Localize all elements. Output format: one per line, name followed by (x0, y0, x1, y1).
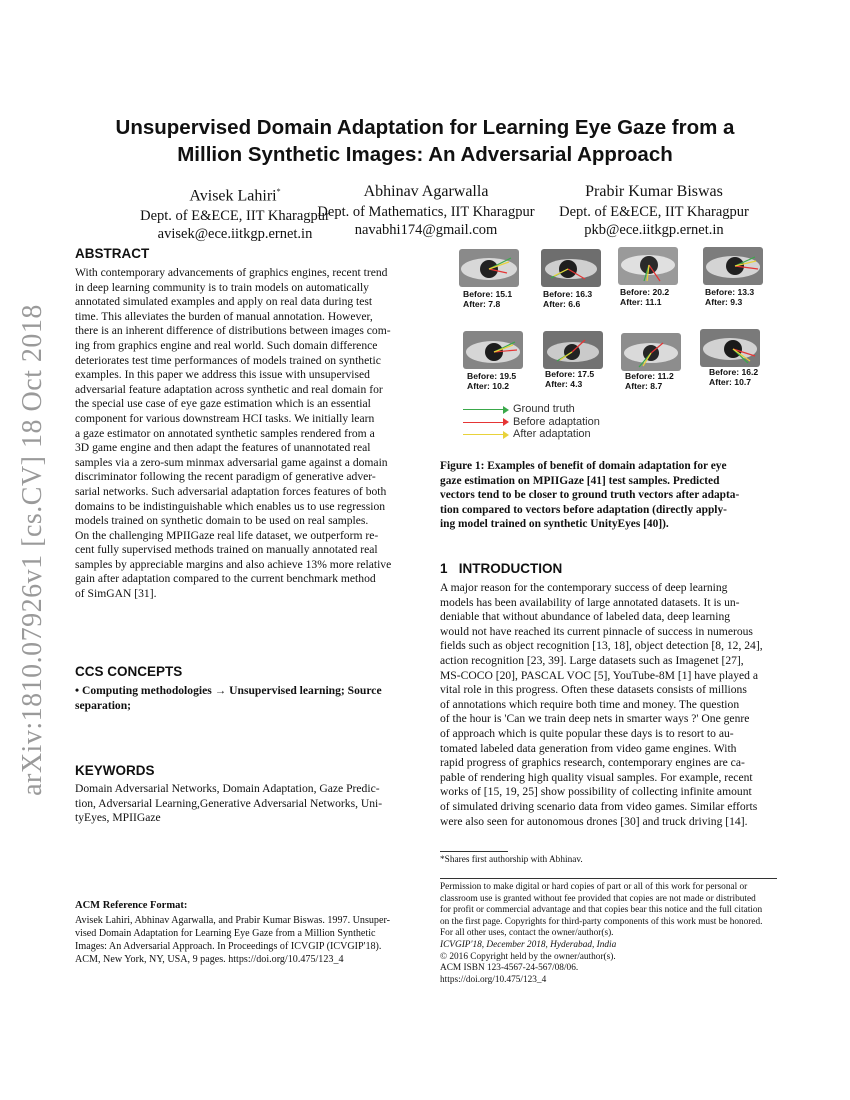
abstract-line: With contemporary advancements of graphics engines, recent trend (75, 266, 388, 279)
intro-line: MS-COCO [20], PASCAL VOC [5], YouTube-8M [1] have played a (440, 668, 758, 682)
figure-1 (455, 243, 785, 448)
intro-line: were also seen for autonomous drones [30] and truck driving [14]. (440, 814, 748, 828)
title-line-2: Million Synthetic Images: An Adversarial Approach (177, 143, 673, 166)
author-mark: * (276, 187, 281, 196)
before-value: Before: 13.3 (705, 287, 755, 297)
eye-sample-image (541, 249, 601, 287)
author-affiliation: Dept. of E&ECE, IIT Kharagpur (559, 204, 749, 220)
intro-line: models has been availability of large annotated datasets. It is un- (440, 595, 740, 609)
intro-heading (440, 561, 562, 576)
eye-sample-image (543, 331, 603, 369)
ccs-line: • Computing methodologies → Unsupervised learning; Source (75, 684, 382, 697)
abstract-line: domains to be indistinguishable which enables us to use regression (75, 499, 386, 513)
intro-line: deniable that without abundance of labeled data, deep learning (440, 610, 731, 624)
caption-line: Figure 1: Examples of benefit of domain adaptation for eye (440, 460, 727, 472)
eye-sample-image (621, 333, 681, 371)
abstract-line: 3D game engine and then adapt the features of unannotated real (75, 441, 371, 455)
before-value: Before: 11.2 (625, 371, 674, 381)
intro-line: fields such as object recognition [13, 18], object detection [8, 12, 24], (440, 639, 763, 653)
abstract-line: time. This alleviates the burden of manual annotation. However, (75, 309, 373, 323)
after-value: After: 4.3 (545, 379, 583, 389)
abstract-line: adversarial feature adaptation across synthetic and real domain for (75, 382, 383, 396)
intro-line: would not have reached its current pinnacle of success in numerous (440, 624, 753, 638)
intro-line: rapid progress of graphics research, contemporary engines are ca- (440, 756, 745, 770)
abstract-line: samples by appreciable margins and also achieve 13% more relative (75, 557, 392, 571)
sample-label (467, 371, 516, 391)
title-line-1: Unsupervised Domain Adaptation for Learning Eye Gaze from a (115, 116, 735, 139)
abstract-line: annotated simulated examples and apply on real data during test (75, 295, 373, 309)
abstract-line: examples. In this paper we address this issue with unsupervised (75, 368, 370, 382)
before-value: Before: 15.1 (463, 289, 513, 299)
ccs-heading: CCS CONCEPTS (75, 664, 183, 679)
permission-rule (440, 878, 777, 879)
author-name: Avisek Lahiri (189, 187, 277, 205)
legend-label: Before adaptation (513, 415, 600, 428)
intro-line: tomated labeled data generation from video game engines. With (440, 741, 737, 755)
permission-line: classroom use is granted without fee provided that copies are not made or distributed (440, 893, 756, 904)
caption-line: gaze estimation on MPIIGaze [41] test samples. Predicted (440, 474, 720, 487)
permission-line: for profit or commercial advantage and that copies bear this notice and the full citation (440, 905, 763, 916)
abstract-line: of SimGAN [31]. (75, 587, 157, 601)
author-affiliation: Dept. of Mathematics, IIT Kharagpur (317, 204, 535, 220)
acm-ref-line: Avisek Lahiri, Abhinav Agarwalla, and Prabir Kumar Biswas. 1997. Unsuper- (75, 915, 390, 926)
abstract-line: sarial networks. Such adversarial adaptation forces features of both (75, 484, 387, 498)
intro-line: action recognition [23, 39]. Large datasets such as Imagenet [27], (440, 653, 744, 667)
permission-line: For all other uses, contact the owner/author(s). (440, 928, 614, 939)
sample-label (545, 369, 594, 389)
abstract-line: deteriorates test time performances of models trained on synthetic (75, 353, 381, 367)
doi-line: https://doi.org/10.475/123_4 (440, 974, 547, 985)
legend-item (463, 428, 663, 441)
sample-label (620, 287, 669, 307)
author-name: Prabir Kumar Biswas (585, 183, 723, 200)
after-value: After: 6.6 (543, 299, 581, 309)
abstract-line: cent fully supervised methods trained on manually annotated real (75, 543, 378, 557)
eye-photo-4 (703, 247, 763, 285)
after-value: After: 8.7 (625, 381, 663, 391)
permission-line: on the first page. Copyrights for third-party components of this work must be honored. (440, 916, 763, 927)
eye-photo-1 (459, 249, 519, 287)
abstract-line: there is an inherent difference of distributions between images com- (75, 324, 391, 338)
author-email: navabhi174@gmail.com (354, 222, 498, 238)
footnote-rule (440, 851, 508, 852)
ccs-body (75, 684, 410, 713)
acm-ref-body (75, 914, 410, 966)
intro-line: of simulated driving scenario data from video games. Similar efforts (440, 799, 758, 813)
arxiv-stamp (8, 290, 58, 810)
after-value: After: 7.8 (463, 299, 501, 309)
isbn-line: ACM ISBN 123-4567-24-567/08/06. (440, 963, 579, 974)
eye-sample-image (459, 249, 519, 287)
abstract-line: in deep learning community is to train models on automatically (75, 280, 369, 294)
paper-title (60, 114, 790, 168)
sample-label (705, 287, 754, 307)
after-value: After: 10.7 (709, 377, 752, 387)
sample-label (543, 289, 592, 309)
intro-line: A major reason for the contemporary success of deep learning (440, 581, 728, 594)
sample-label (625, 371, 674, 391)
sample-label (709, 367, 758, 387)
intro-line: vital role in this progress. Often these datasets consists of millions (440, 683, 747, 697)
copyright-line: © 2016 Copyright held by the owner/author(s). (440, 951, 616, 962)
intro-line: of approach which is quite popular these days is to resort to au- (440, 726, 734, 740)
eye-sample-image (703, 247, 763, 285)
eye-photo-2 (541, 249, 601, 287)
sample-label (463, 289, 512, 309)
abstract-body (75, 266, 410, 602)
keywords-line: Domain Adversarial Networks, Domain Adaptation, Gaze Predic- (75, 782, 380, 795)
abstract-line: component for various downstream HCI tasks. We initially learn (75, 411, 375, 425)
keywords-line: tion, Adversarial Learning,Generative Adversarial Networks, Uni- (75, 796, 383, 810)
keywords-line: tyEyes, MPIIGaze (75, 811, 161, 825)
author-block-3 (524, 183, 784, 239)
keywords-heading: KEYWORDS (75, 763, 155, 778)
author-name: Abhinav Agarwalla (363, 183, 489, 200)
footnote: *Shares first authorship with Abhinav. (440, 855, 583, 865)
eye-photo-3 (618, 247, 678, 285)
acm-ref-line: Images: An Adversarial Approach. In Proceedings of ICVGIP (ICVGIP'18). (75, 941, 382, 952)
conference-line: ICVGIP'18, December 2018, Hyderabad, India (440, 939, 617, 950)
abstract-line: discriminator following the recent paradigm of generative adver- (75, 470, 376, 484)
figure-caption (440, 459, 777, 532)
caption-line: ing model trained on synthetic UnityEyes [40]). (440, 518, 669, 530)
ccs-line: separation; (75, 698, 132, 712)
figure-legend (463, 403, 663, 441)
acm-ref-heading: ACM Reference Format: (75, 900, 188, 911)
arxiv-id: arXiv:1810.07926v1 [cs.CV] 18 Oct 2018 (17, 304, 48, 796)
permission-line: Permission to make digital or hard copies of part or all of this work for personal or (440, 882, 748, 892)
before-value: Before: 16.2 (709, 367, 759, 377)
permission-block (440, 882, 785, 986)
legend-after-swatch (463, 434, 507, 435)
author-email: pkb@ece.iitkgp.ernet.in (584, 222, 724, 238)
before-value: Before: 17.5 (545, 369, 595, 379)
after-value: After: 9.3 (705, 297, 743, 307)
eye-sample-image (700, 329, 760, 367)
legend-label: After adaptation (513, 428, 591, 440)
eye-photo-5 (463, 331, 523, 369)
intro-line: of the hour is 'Can we train deep nets in smarter ways ?' One genre (440, 712, 750, 726)
eye-photo-7 (621, 333, 681, 371)
before-value: Before: 19.5 (467, 371, 517, 381)
intro-line: works of [15, 19, 25] show possibility of collecting infinite amount (440, 785, 752, 799)
abstract-line: the special use case of eye gaze estimation which is an essential (75, 397, 371, 411)
intro-line: of annotations which require both time and money. The question (440, 697, 740, 711)
abstract-line: samples via a zero-sum minmax adversarial game against a domain (75, 455, 388, 469)
author-email: avisek@ece.iitkgp.ernet.in (157, 226, 313, 243)
before-value: Before: 16.3 (543, 289, 593, 299)
abstract-line: On the challenging MPIIGaze real life dataset, we outperform re- (75, 528, 379, 542)
caption-line: tion compared to vectors before adaptation (directly apply- (440, 503, 727, 516)
abstract-heading: ABSTRACT (75, 246, 150, 261)
abstract-line: models trained on synthetic domain to be used on real samples. (75, 514, 369, 528)
legend-item (463, 416, 663, 429)
eye-sample-image (618, 247, 678, 285)
abstract-line: ing from graphics engine and real world. Such domain difference (75, 338, 378, 352)
eye-sample-image (463, 331, 523, 369)
legend-label: Ground truth (513, 403, 575, 415)
acm-ref-line: vised Domain Adaptation for Learning Eye Gaze from a Million Synthetic (75, 928, 376, 939)
author-block-2 (296, 183, 556, 239)
intro-section-title: INTRODUCTION (458, 561, 563, 576)
after-value: After: 10.2 (467, 381, 510, 391)
eye-photo-8 (700, 329, 760, 367)
legend-before-swatch (463, 422, 507, 423)
intro-body (440, 581, 777, 829)
after-value: After: 11.1 (620, 297, 662, 307)
author-affiliation: Dept. of E&ECE, IIT Kharagpur (140, 208, 330, 225)
eye-photo-6 (543, 331, 603, 369)
abstract-line: a gaze estimator on annotated synthetic samples rendered from a (75, 426, 375, 440)
legend-ground-truth-swatch (463, 409, 507, 410)
intro-section-number: 1 (440, 561, 448, 576)
before-value: Before: 20.2 (620, 287, 670, 297)
intro-line: pable of rendering high quality visual samples. For example, recent (440, 770, 753, 784)
acm-ref-line: ACM, New York, NY, USA, 9 pages. https://doi.org/10.475/123_4 (75, 954, 344, 965)
legend-item (463, 403, 663, 416)
abstract-line: gain after adaptation compared to the current benchmark method (75, 572, 376, 586)
caption-line: vectors tend to be closer to ground truth vectors after adapta- (440, 489, 740, 501)
keywords-body (75, 782, 410, 826)
